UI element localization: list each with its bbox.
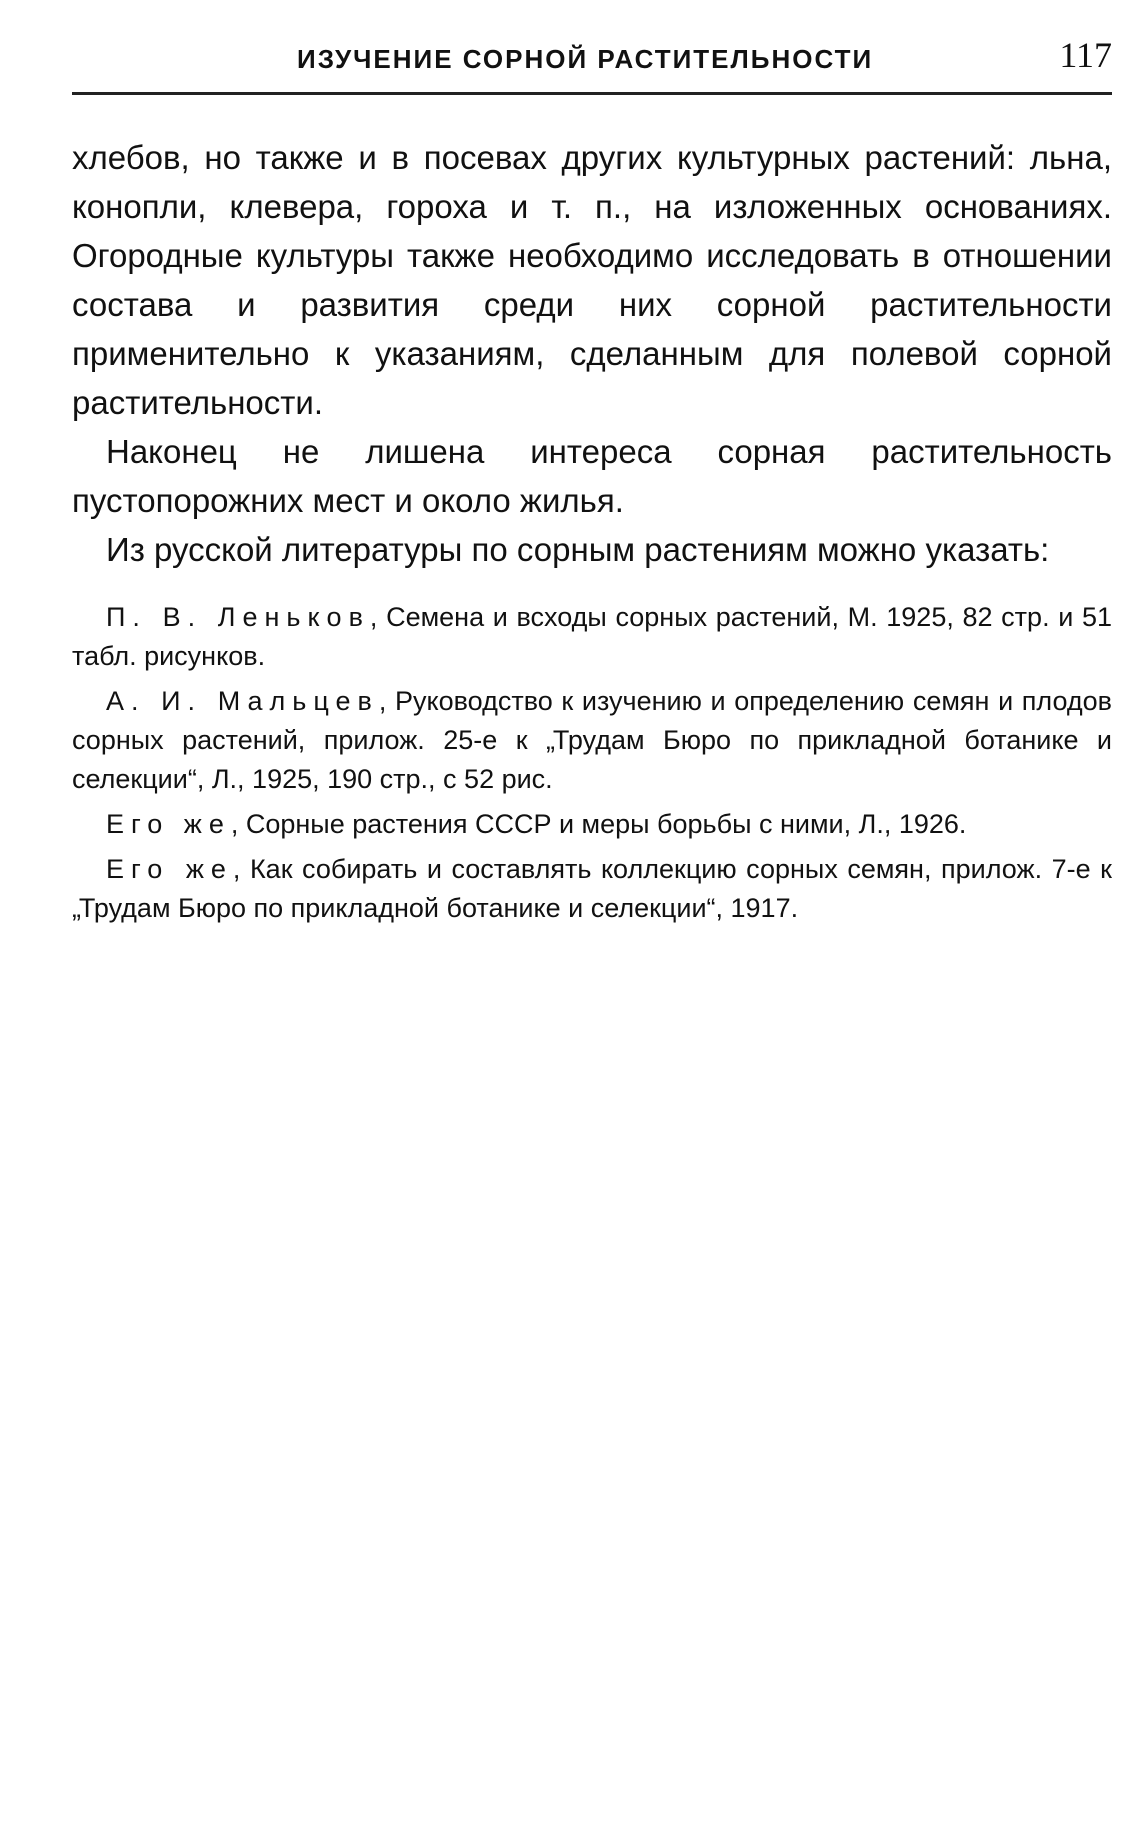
entry-text: , Как собирать и составлять коллекцию сорных семян, прилож. 7-е к „Трудам Бюро по прикладной ботанике и селекции“, 1917. <box>72 854 1112 923</box>
page-number: 117 <box>1059 35 1112 75</box>
paragraph: Из русской литературы по сорным растениям можно указать: <box>106 531 1050 568</box>
running-title: ИЗУЧЕНИЕ СОРНОЙ РАСТИТЕЛЬНОСТИ <box>297 44 874 74</box>
bibliography-entry <box>72 805 1112 844</box>
entry-author: А. И. Мальцев <box>106 686 379 716</box>
bibliography-entry <box>72 598 1112 676</box>
entry-text: , Руководство к изучению и определению семян и плодов сорных растений, прилож. 25-е к „Трудам Бюро по прикладной ботанике и селекции“, Л., 1925, 190 стр., с 52 рис. <box>72 686 1113 794</box>
bibliography <box>72 598 1112 928</box>
entry-text: , Семена и всходы сорных растений, М. 1925, 82 стр. и 51 табл. рисунков. <box>72 602 1112 671</box>
body-text <box>72 133 1112 574</box>
entry-author: П. В. Леньков <box>106 602 370 632</box>
bibliography-entry <box>72 682 1112 799</box>
entry-author: Его же <box>106 854 233 884</box>
entry-author: Его же <box>106 809 231 839</box>
book-page <box>72 30 1112 934</box>
entry-text: , Сорные растения СССР и меры борьбы с ними, Л., 1926. <box>230 809 967 839</box>
bibliography-entry <box>72 850 1112 928</box>
paragraph: хлебов, но также и в посевах других культурных растений: льна, конопли, клевера, гороха и т. п., на изложенных основаниях. Огородные культуры также необходимо исследовать в отношении состава и развития среди них сорной растительности применительно к указаниям, сделанным для полевой сорной растительности. <box>72 139 1112 421</box>
paragraph: Наконец не лишена интереса сорная растительность пустопорожних мест и около жилья. <box>72 433 1112 519</box>
running-head <box>72 30 1112 95</box>
